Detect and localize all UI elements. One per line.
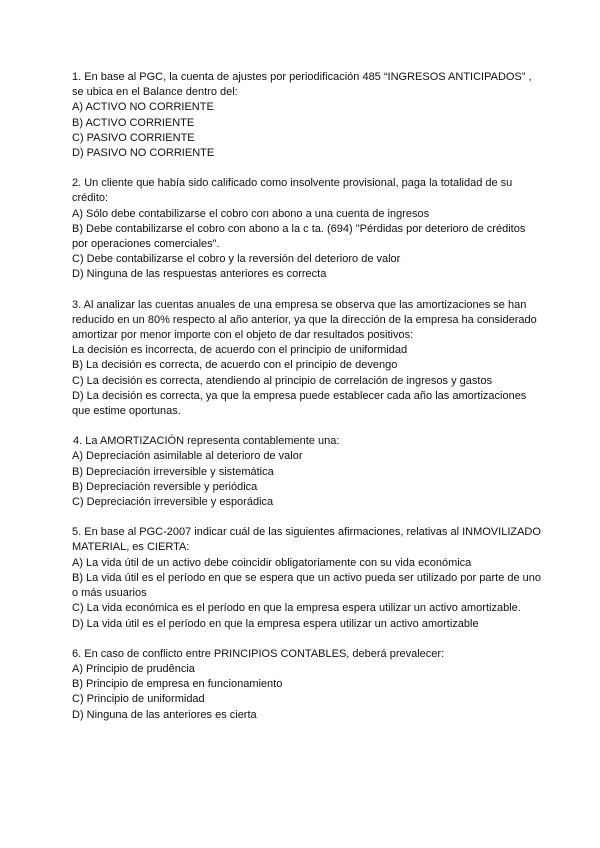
option-b: B) La decisión es correcta, de acuerdo con el principio de devengo — [72, 359, 398, 372]
question-stem: 2. Un cliente que había sido calificado como insolvente provisional, paga la totalidad de su crédito: — [72, 177, 513, 205]
option-d: D) PASIVO NO CORRIENTE — [72, 147, 215, 160]
question-stem: 4. La AMORTIZACIÓN representa contablemente una: — [73, 435, 340, 448]
option-c: C) Principio de uniformidad — [72, 693, 205, 706]
question-stem: 1. En base al PGC, la cuenta de ajustes por periodificación 485 “INGRESOS ANTICIPADOS” , se ubica en el Balance dentro del: — [72, 71, 532, 99]
option-b-duplicate: B) Depreciación reversible y periódica — [72, 480, 258, 493]
question-stem: 5. En base al PGC-2007 indicar cuál de las siguientes afirmaciones, relativas al INMOVILIZADO MATERIAL, es CIERTA: — [72, 526, 541, 554]
exam-page — [72, 70, 542, 738]
option-b: B) Principio de empresa en funcionamiento — [72, 678, 283, 691]
option-a: A) La vida útil de un activo debe coincidir obligatoriamente con su vida económica — [72, 556, 472, 569]
question-4 — [72, 434, 542, 510]
option-b: B) La vida útil es el período en que se espera que un activo pueda ser utilizado por parte de uno o más usuarios — [72, 571, 542, 600]
option-c: C) PASIVO CORRIENTE — [72, 131, 195, 144]
question-1 — [72, 70, 542, 161]
option-d: D) La decisión es correcta, ya que la empresa puede establecer cada año las amortizaciones que estime oportunas. — [72, 389, 527, 418]
option-d: D) Ninguna de las anteriores es cierta — [72, 708, 257, 721]
option-a: A) Principio de prudência — [72, 662, 195, 675]
option-b: B) ACTIVO CORRIENTE — [72, 116, 195, 129]
option-c: C) La decisión es correcta, atendiendo al principio de correlación de ingresos y gastos — [72, 374, 493, 387]
question-stem: 6. En caso de conflicto entre PRINCIPIOS CONTABLES, deberá prevalecer: — [72, 647, 445, 660]
option-c: C) Depreciación irreversible y esporádica — [72, 496, 274, 509]
option-a: La decisión es incorrecta, de acuerdo con el principio de uniformidad — [72, 344, 408, 357]
question-stem: 3. Al analizar las cuentas anuales de una empresa se observa que las amortizaciones se han reducido en un 80% respecto al año anterior, ya que la dirección de la empresa ha considerado amortizar por menor importe con el objeto de dar resultados positivos: — [72, 298, 537, 342]
question-3 — [72, 298, 542, 420]
option-c: C) La vida económica es el período en que la empresa espera utilizar un activo amortizable. — [72, 602, 521, 615]
question-5 — [72, 525, 542, 631]
option-d: D) Ninguna de las respuestas anteriores es correcta — [72, 268, 327, 281]
option-a: A) Depreciación asimilable al deterioro de valor — [72, 450, 303, 463]
option-b: B) Depreciación irreversible y sistemática — [72, 465, 274, 478]
question-2 — [72, 176, 542, 282]
option-d: D) La vida útil es el período en que la empresa espera utilizar un activo amortizable — [72, 617, 479, 630]
option-a: A) Sólo debe contabilizarse el cobro con abono a una cuenta de ingresos — [72, 207, 430, 220]
question-6 — [72, 647, 542, 723]
option-a: A) ACTIVO NO CORRIENTE — [72, 101, 214, 114]
option-b: B) Debe contabilizarse el cobro con abono a la c ta. (694) "Pérdidas por deterioro de créditos por operaciones comerciales". — [72, 222, 526, 251]
option-c: C) Debe contabilizarse el cobro y la reversión del deterioro de valor — [72, 253, 401, 266]
